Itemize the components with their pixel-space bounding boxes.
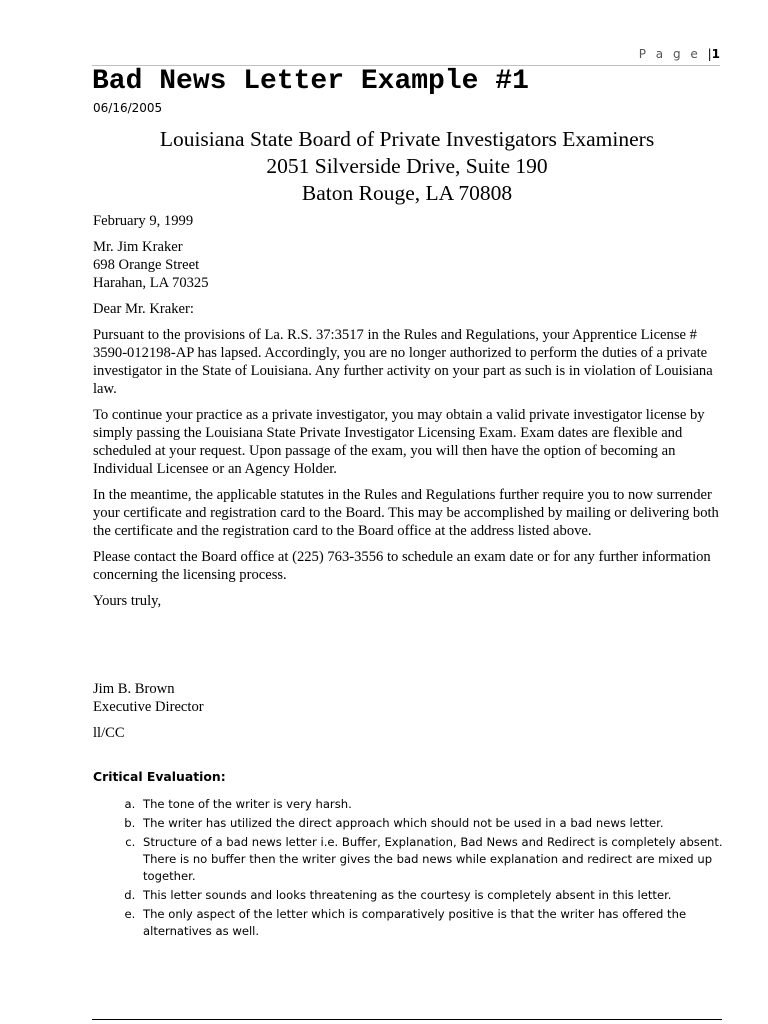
signer-title: Executive Director <box>93 699 204 715</box>
salutation: Dear Mr. Kraker: <box>93 301 194 317</box>
closing: Yours truly, <box>93 593 162 609</box>
list-item: a. The tone of the writer is very harsh. <box>139 796 723 813</box>
list-item: c. Structure of a bad news letter i.e. Buffer, Explanation, Bad News and Redirect is completely absent. There is no buffer then the writer gives the bad news while explanation and redirect are mixed up together. <box>139 834 723 885</box>
paragraph-1: Pursuant to the provisions of La. R.S. 37:3517 in the Rules and Regulations, your Apprentice License # 3590-012198-AP has lapsed. Accordingly, you are no longer authorized to perform the duties of a private investigator in the State of Louisiana. Any further activity on your part as such is in violation of Louisiana law. <box>93 327 713 397</box>
list-item: b. The writer has utilized the direct approach which should not be used in a bad news letter. <box>139 815 723 832</box>
recipient-city: Harahan, LA 70325 <box>93 275 209 291</box>
sender-address-line-2: Baton Rouge, LA 70808 <box>301 181 513 205</box>
recipient-address <box>93 238 723 292</box>
page-number-value: 1 <box>711 47 720 61</box>
initials: ll/CC <box>93 725 125 741</box>
list-item: e. The only aspect of the letter which is comparatively positive is that the writer has offered the alternatives as well. <box>139 906 723 940</box>
paragraph-4: Please contact the Board office at (225) 763-3556 to schedule an exam date or for any further information concerning the licensing process. <box>93 549 711 583</box>
recipient-street: 698 Orange Street <box>93 257 200 273</box>
letterhead <box>92 126 722 207</box>
document-title: Bad News Letter Example #1 <box>92 66 529 97</box>
critical-evaluation <box>93 769 723 942</box>
footer-rule <box>92 1019 722 1020</box>
signature-space <box>93 618 723 680</box>
letter-body <box>93 212 723 750</box>
document-date: 06/16/2005 <box>93 101 163 115</box>
recipient-name: Mr. Jim Kraker <box>93 239 183 255</box>
page-label: P a g e <box>638 47 701 61</box>
evaluation-list <box>93 796 723 940</box>
evaluation-heading: Critical Evaluation: <box>93 769 226 784</box>
signer-name: Jim B. Brown <box>93 681 175 697</box>
paragraph-2: To continue your practice as a private investigator, you may obtain a valid private investigator license by simply passing the Louisiana State Private Investigator Licensing Exam. Exam dates are flexible and scheduled at your request. Upon passage of the exam, you will then have the option of becoming an Individual Licensee or an Agency Holder. <box>93 407 705 477</box>
paragraph-3: In the meantime, the applicable statutes in the Rules and Regulations further require you to now surrender your certificate and registration card to the Board. This may be accomplished by mailing or delivering both the certificate and the registration card to the Board office at the address listed above. <box>93 487 719 539</box>
sender-address-line-1: 2051 Silverside Drive, Suite 190 <box>266 154 548 178</box>
page-separator: | <box>707 47 712 61</box>
letter-date: February 9, 1999 <box>93 213 194 229</box>
page-number <box>639 47 720 61</box>
list-item: d. This letter sounds and looks threatening as the courtesy is completely absent in this letter. <box>139 887 723 904</box>
sender-name: Louisiana State Board of Private Investigators Examiners <box>159 127 655 151</box>
